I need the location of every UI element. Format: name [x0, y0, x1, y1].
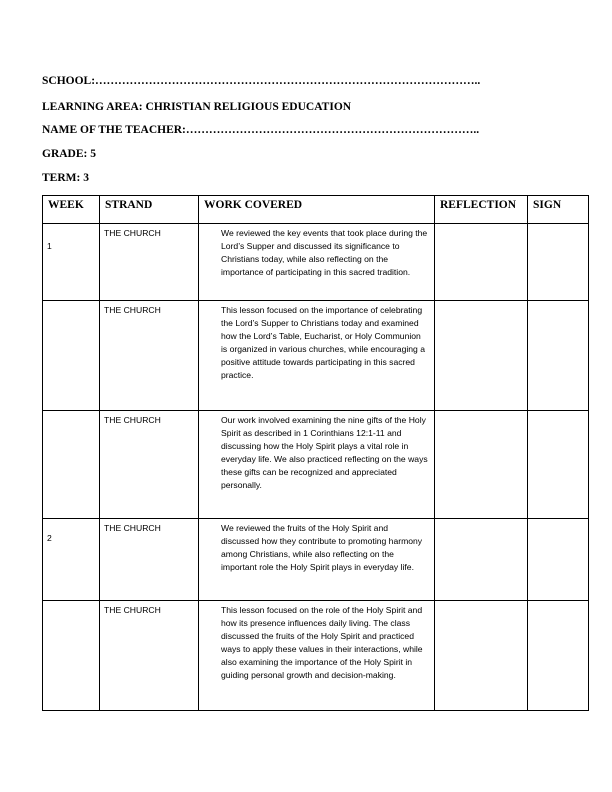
table-row	[43, 519, 589, 601]
term-line: TERM: 3	[42, 172, 89, 184]
week-cell	[43, 411, 100, 519]
learning-area-line: LEARNING AREA: CHRISTIAN RELIGIOUS EDUCATION	[42, 101, 352, 113]
sign-cell	[528, 224, 589, 301]
column-header-sign: SIGN	[528, 196, 589, 224]
strand-cell: THE CHURCH	[100, 411, 199, 519]
reflection-cell	[435, 411, 528, 519]
strand-cell: THE CHURCH	[100, 601, 199, 711]
table-row	[43, 301, 589, 411]
strand-cell: THE CHURCH	[100, 224, 199, 301]
table-row	[43, 411, 589, 519]
work-covered-cell: Our work involved examining the nine gifts of the Holy Spirit as described in 1 Corinthians 12:1-11 and discussing how the Holy Spirit plays a vital role in everyday life. We also practiced reflecting on the ways these gifts can be recognized and appreciated personally.	[199, 411, 435, 519]
reflection-cell	[435, 601, 528, 711]
week-cell	[43, 519, 100, 601]
work-covered-cell: This lesson focused on the importance of celebrating the Lord’s Supper to Christians today and examined how the Lord’s Table, Eucharist, or Holy Communion is organized in various churches, while encouraging a positive attitude towards participating in this sacred practice.	[199, 301, 435, 411]
table-row	[43, 601, 589, 711]
reflection-cell	[435, 224, 528, 301]
column-header-week: WEEK	[43, 196, 100, 224]
sign-cell	[528, 519, 589, 601]
work-covered-cell: This lesson focused on the role of the Holy Spirit and how its presence influences daily living. The class discussed the fruits of the Holy Spirit and practiced ways to apply these values in their interactions, while also examining the importance of the Holy Spirit in guiding personal growth and decision-making.	[199, 601, 435, 711]
column-header-strand: STRAND	[100, 196, 199, 224]
column-header-reflection: REFLECTION	[435, 196, 528, 224]
column-header-work-covered: WORK COVERED	[199, 196, 435, 224]
week-cell	[43, 224, 100, 301]
reflection-cell	[435, 519, 528, 601]
grade-line: GRADE: 5	[42, 148, 96, 160]
strand-cell: THE CHURCH	[100, 519, 199, 601]
scheme-of-work-table	[42, 195, 589, 711]
reflection-cell	[435, 301, 528, 411]
table-row	[43, 224, 589, 301]
week-number: 1	[47, 241, 52, 251]
sign-cell	[528, 301, 589, 411]
work-covered-cell: We reviewed the fruits of the Holy Spirit and discussed how they contribute to promoting harmony among Christians, while also reflecting on the important role the Holy Spirit plays in everyday life.	[199, 519, 435, 601]
week-cell	[43, 601, 100, 711]
sign-cell	[528, 411, 589, 519]
work-covered-cell: We reviewed the key events that took place during the Lord’s Supper and discussed its significance to Christians today, while also reflecting on the importance of participating in this sacred tradition.	[199, 224, 435, 301]
week-cell	[43, 301, 100, 411]
school-line: SCHOOL:………………………………………………………………………………………..	[42, 75, 481, 87]
table-header-row	[43, 196, 589, 224]
teacher-name-line: NAME OF THE TEACHER:…………………………………………………………………..	[42, 124, 480, 136]
week-number: 2	[47, 533, 52, 543]
sign-cell	[528, 601, 589, 711]
strand-cell: THE CHURCH	[100, 301, 199, 411]
